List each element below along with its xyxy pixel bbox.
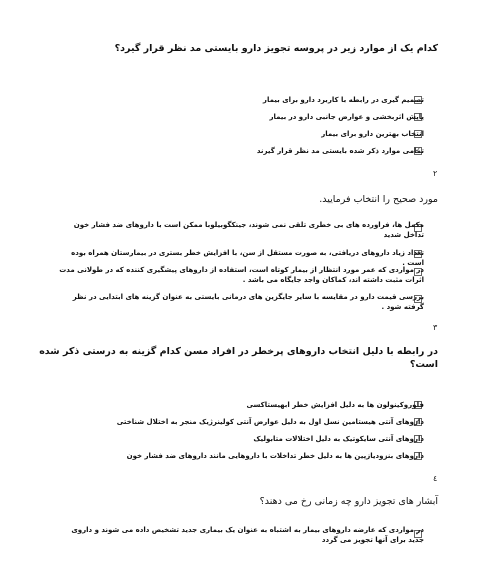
question-4-text: آبشار های تجویز دارو چه زمانی رخ می دهند؟ bbox=[259, 496, 438, 507]
question-3-option-1-label: فلوروکینولون ها به دلیل افزایش خطر ابهیستاکسی bbox=[246, 401, 424, 409]
question-3-option-4-label: داروهای بنزودیازپین ها به دلیل خطر تداخلات با داروهایی مانند داروهای ضد فشار خون bbox=[126, 452, 424, 460]
question-1-option-2-label: پایش اثربخشی و عوارض جانبی دارو در بیمار bbox=[269, 113, 424, 121]
question-3-option-3-label: داروهای آنتی سایکوتیک به دلیل اختلالات متابولیک bbox=[253, 435, 424, 443]
question-1-option-4-label: تمامی موارد ذکر شده بایستی مد نظر قرار گیرند bbox=[256, 147, 424, 155]
question-1-option-3-label: انتخاب بهترین دارو برای بیمار bbox=[321, 130, 424, 138]
question-3-option-2-label: داروهای آنتی هیستامین نسل اول به دلیل عوارض آنتی کولینرژیک منجر به اختلال شناختی bbox=[116, 418, 424, 426]
question-3-text: در رابطه با دلیل انتخاب داروهای پرخطر در افراد مسن کدام گزینه به درستی ذکر شده است؟ bbox=[39, 346, 438, 370]
question-4-number: ٤ bbox=[433, 474, 438, 483]
question-2-number: ۲ bbox=[433, 169, 438, 178]
question-1-text: کدام یک از موارد زیر در پروسه تجویز دارو بایستی مد نظر قرار گیرد؟ bbox=[114, 43, 438, 54]
question-2-text: مورد صحیح را انتخاب فرمایید. bbox=[319, 194, 438, 205]
question-2-option-3-label: در مواردی که عمر مورد انتظار از بیمار کوتاه است، استفاده از داروهای پیشگیری کننده که در طولانی مدت اثرات مثبت داشته اند، کماکان واجد جایگاه می باشد . bbox=[59, 266, 424, 284]
question-2-option-1-label: مکمل ها، فراورده های بی خطری تلقی نمی شوند، جینکگوبیلوبا ممکن است با داروهای ضد فشار خون تداخل شدید bbox=[73, 221, 424, 239]
question-2-option-4-label: بررسی قیمت دارو در مقایسه با سایر جایگزین های درمانی بایستی به عنوان گزینه های ابتدایی در نظر گرفته شود . bbox=[72, 293, 424, 311]
question-4-option-1-label: در مواردی که عارضه داروهای بیمار به اشتباه به عنوان یک بیماری جدید تشخیص داده می شوند و داروی جدید برای آنها تجویز می گردد bbox=[71, 526, 424, 544]
question-3-number: ۳ bbox=[433, 323, 438, 332]
question-1-option-1-label: تصمیم گیری در رابطه با کاربرد دارو برای بیمار bbox=[262, 96, 424, 104]
question-2-option-2-label: تعداد زیاد داروهای دریافتی، به صورت مستقل از سن، با افزایش خطر بستری در بیمارستان همراه بوده است . bbox=[71, 249, 424, 267]
